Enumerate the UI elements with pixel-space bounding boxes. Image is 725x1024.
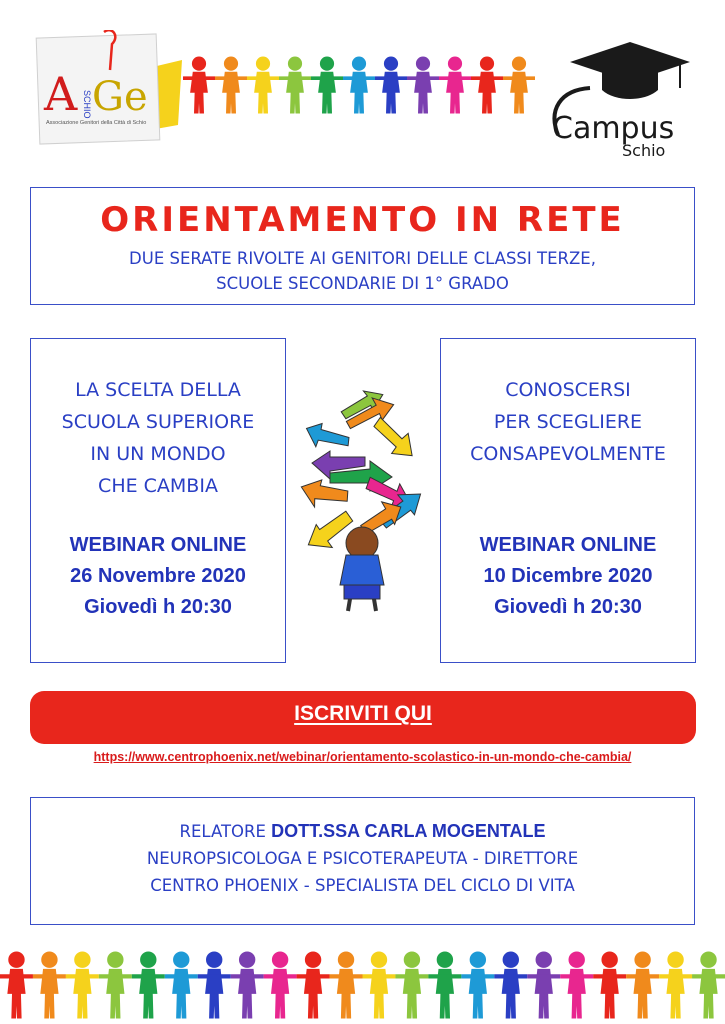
person-figure bbox=[439, 57, 471, 113]
speaker-line-1 bbox=[31, 818, 694, 845]
person-figure bbox=[215, 57, 247, 113]
event-2-time: Giovedì h 20:30 bbox=[494, 596, 642, 618]
person-figure bbox=[659, 952, 692, 1018]
person-figure bbox=[132, 952, 165, 1018]
speaker-name: DOTT.SSA CARLA MOGENTALE bbox=[271, 821, 546, 841]
main-title: ORIENTAMENTO IN RETE bbox=[100, 200, 625, 240]
speaker-box bbox=[30, 797, 695, 925]
person-figure bbox=[494, 952, 527, 1018]
person-figure bbox=[375, 57, 407, 113]
person-figure bbox=[99, 952, 132, 1018]
speaker-line-2: NEUROPSICOLOGA E PSICOTERAPEUTA - DIRETTORE bbox=[146, 849, 579, 868]
age-logo-schio: SCHIO bbox=[82, 90, 92, 119]
campus-logo-name: Campus bbox=[552, 111, 675, 146]
person-figure bbox=[198, 952, 231, 1018]
title-box bbox=[30, 187, 695, 305]
speaker-line-3: CENTRO PHOENIX - SPECIALISTA DEL CICLO DI VITA bbox=[150, 876, 575, 895]
person-figure bbox=[692, 952, 725, 1018]
event-1-topic-line: IN UN MONDO bbox=[90, 443, 226, 465]
event-2-date: 10 Dicembre 2020 bbox=[483, 565, 653, 587]
person-figure bbox=[428, 952, 461, 1018]
event-2-topic-line: PER SCEGLIERE bbox=[493, 411, 643, 433]
event-card-1 bbox=[30, 338, 286, 663]
person-figure bbox=[560, 952, 593, 1018]
people-chain-top bbox=[183, 55, 535, 115]
person-figure bbox=[461, 952, 494, 1018]
person-figure bbox=[183, 57, 215, 113]
event-2-info bbox=[441, 530, 695, 623]
people-chain-bottom bbox=[0, 950, 725, 1020]
event-2-format: WEBINAR ONLINE bbox=[479, 534, 657, 556]
person-figure bbox=[165, 952, 198, 1018]
person-figure bbox=[311, 57, 343, 113]
event-1-date: 26 Novembre 2020 bbox=[70, 565, 246, 587]
event-2-topic-line: CONSAPEVOLMENTE bbox=[470, 443, 666, 465]
person-figure bbox=[593, 952, 626, 1018]
age-logo-a: A bbox=[44, 67, 78, 121]
person-figure bbox=[471, 57, 503, 113]
signup-label[interactable]: ISCRIVITI QUI bbox=[294, 702, 432, 725]
person-figure bbox=[33, 952, 66, 1018]
person-figure bbox=[363, 952, 396, 1018]
person-figure bbox=[503, 57, 535, 113]
event-1-topic-line: CHE CAMBIA bbox=[98, 475, 218, 497]
event-card-2 bbox=[440, 338, 696, 663]
event-1-topic-line: LA SCELTA DELLA bbox=[75, 379, 241, 401]
event-1-info bbox=[31, 530, 285, 623]
event-1-topic bbox=[31, 374, 285, 502]
person-figure bbox=[395, 952, 428, 1018]
person-figure bbox=[626, 952, 659, 1018]
child-arrows-illustration bbox=[300, 385, 430, 615]
subtitle bbox=[31, 246, 694, 296]
speaker-text bbox=[31, 818, 694, 899]
person-figure bbox=[330, 952, 363, 1018]
person-figure bbox=[279, 57, 311, 113]
person-figure bbox=[247, 57, 279, 113]
speaker-prefix: RELATORE bbox=[179, 822, 272, 841]
campus-schio-logo bbox=[540, 40, 710, 160]
event-2-topic-line: CONOSCERSI bbox=[505, 379, 631, 401]
person-figure bbox=[297, 952, 330, 1018]
event-2-topic bbox=[441, 374, 695, 470]
signup-link[interactable]: https://www.centrophoenix.net/webinar/orientamento-scolastico-in-un-mondo-che-cambia/ bbox=[93, 750, 632, 764]
age-logo-ge: Ge bbox=[92, 74, 148, 120]
subtitle-line-2: SCUOLE SECONDARIE DI 1° GRADO bbox=[216, 274, 509, 293]
person-figure bbox=[264, 952, 297, 1018]
person-figure bbox=[0, 952, 33, 1018]
age-logo-tagline: Associazione Genitori della Città di Schio bbox=[46, 120, 147, 126]
person-figure bbox=[66, 952, 99, 1018]
event-1-time: Giovedì h 20:30 bbox=[84, 596, 232, 618]
person-figure bbox=[231, 952, 264, 1018]
signup-button[interactable] bbox=[30, 691, 696, 744]
event-1-topic-line: SCUOLA SUPERIORE bbox=[61, 411, 255, 433]
event-1-format: WEBINAR ONLINE bbox=[69, 534, 247, 556]
subtitle-line-1: DUE SERATE RIVOLTE AI GENITORI DELLE CLASSI TERZE, bbox=[129, 249, 596, 268]
campus-logo-sub: Schio bbox=[622, 141, 666, 160]
age-logo bbox=[32, 30, 182, 148]
person-figure bbox=[343, 57, 375, 113]
person-figure bbox=[527, 952, 560, 1018]
person-figure bbox=[407, 57, 439, 113]
